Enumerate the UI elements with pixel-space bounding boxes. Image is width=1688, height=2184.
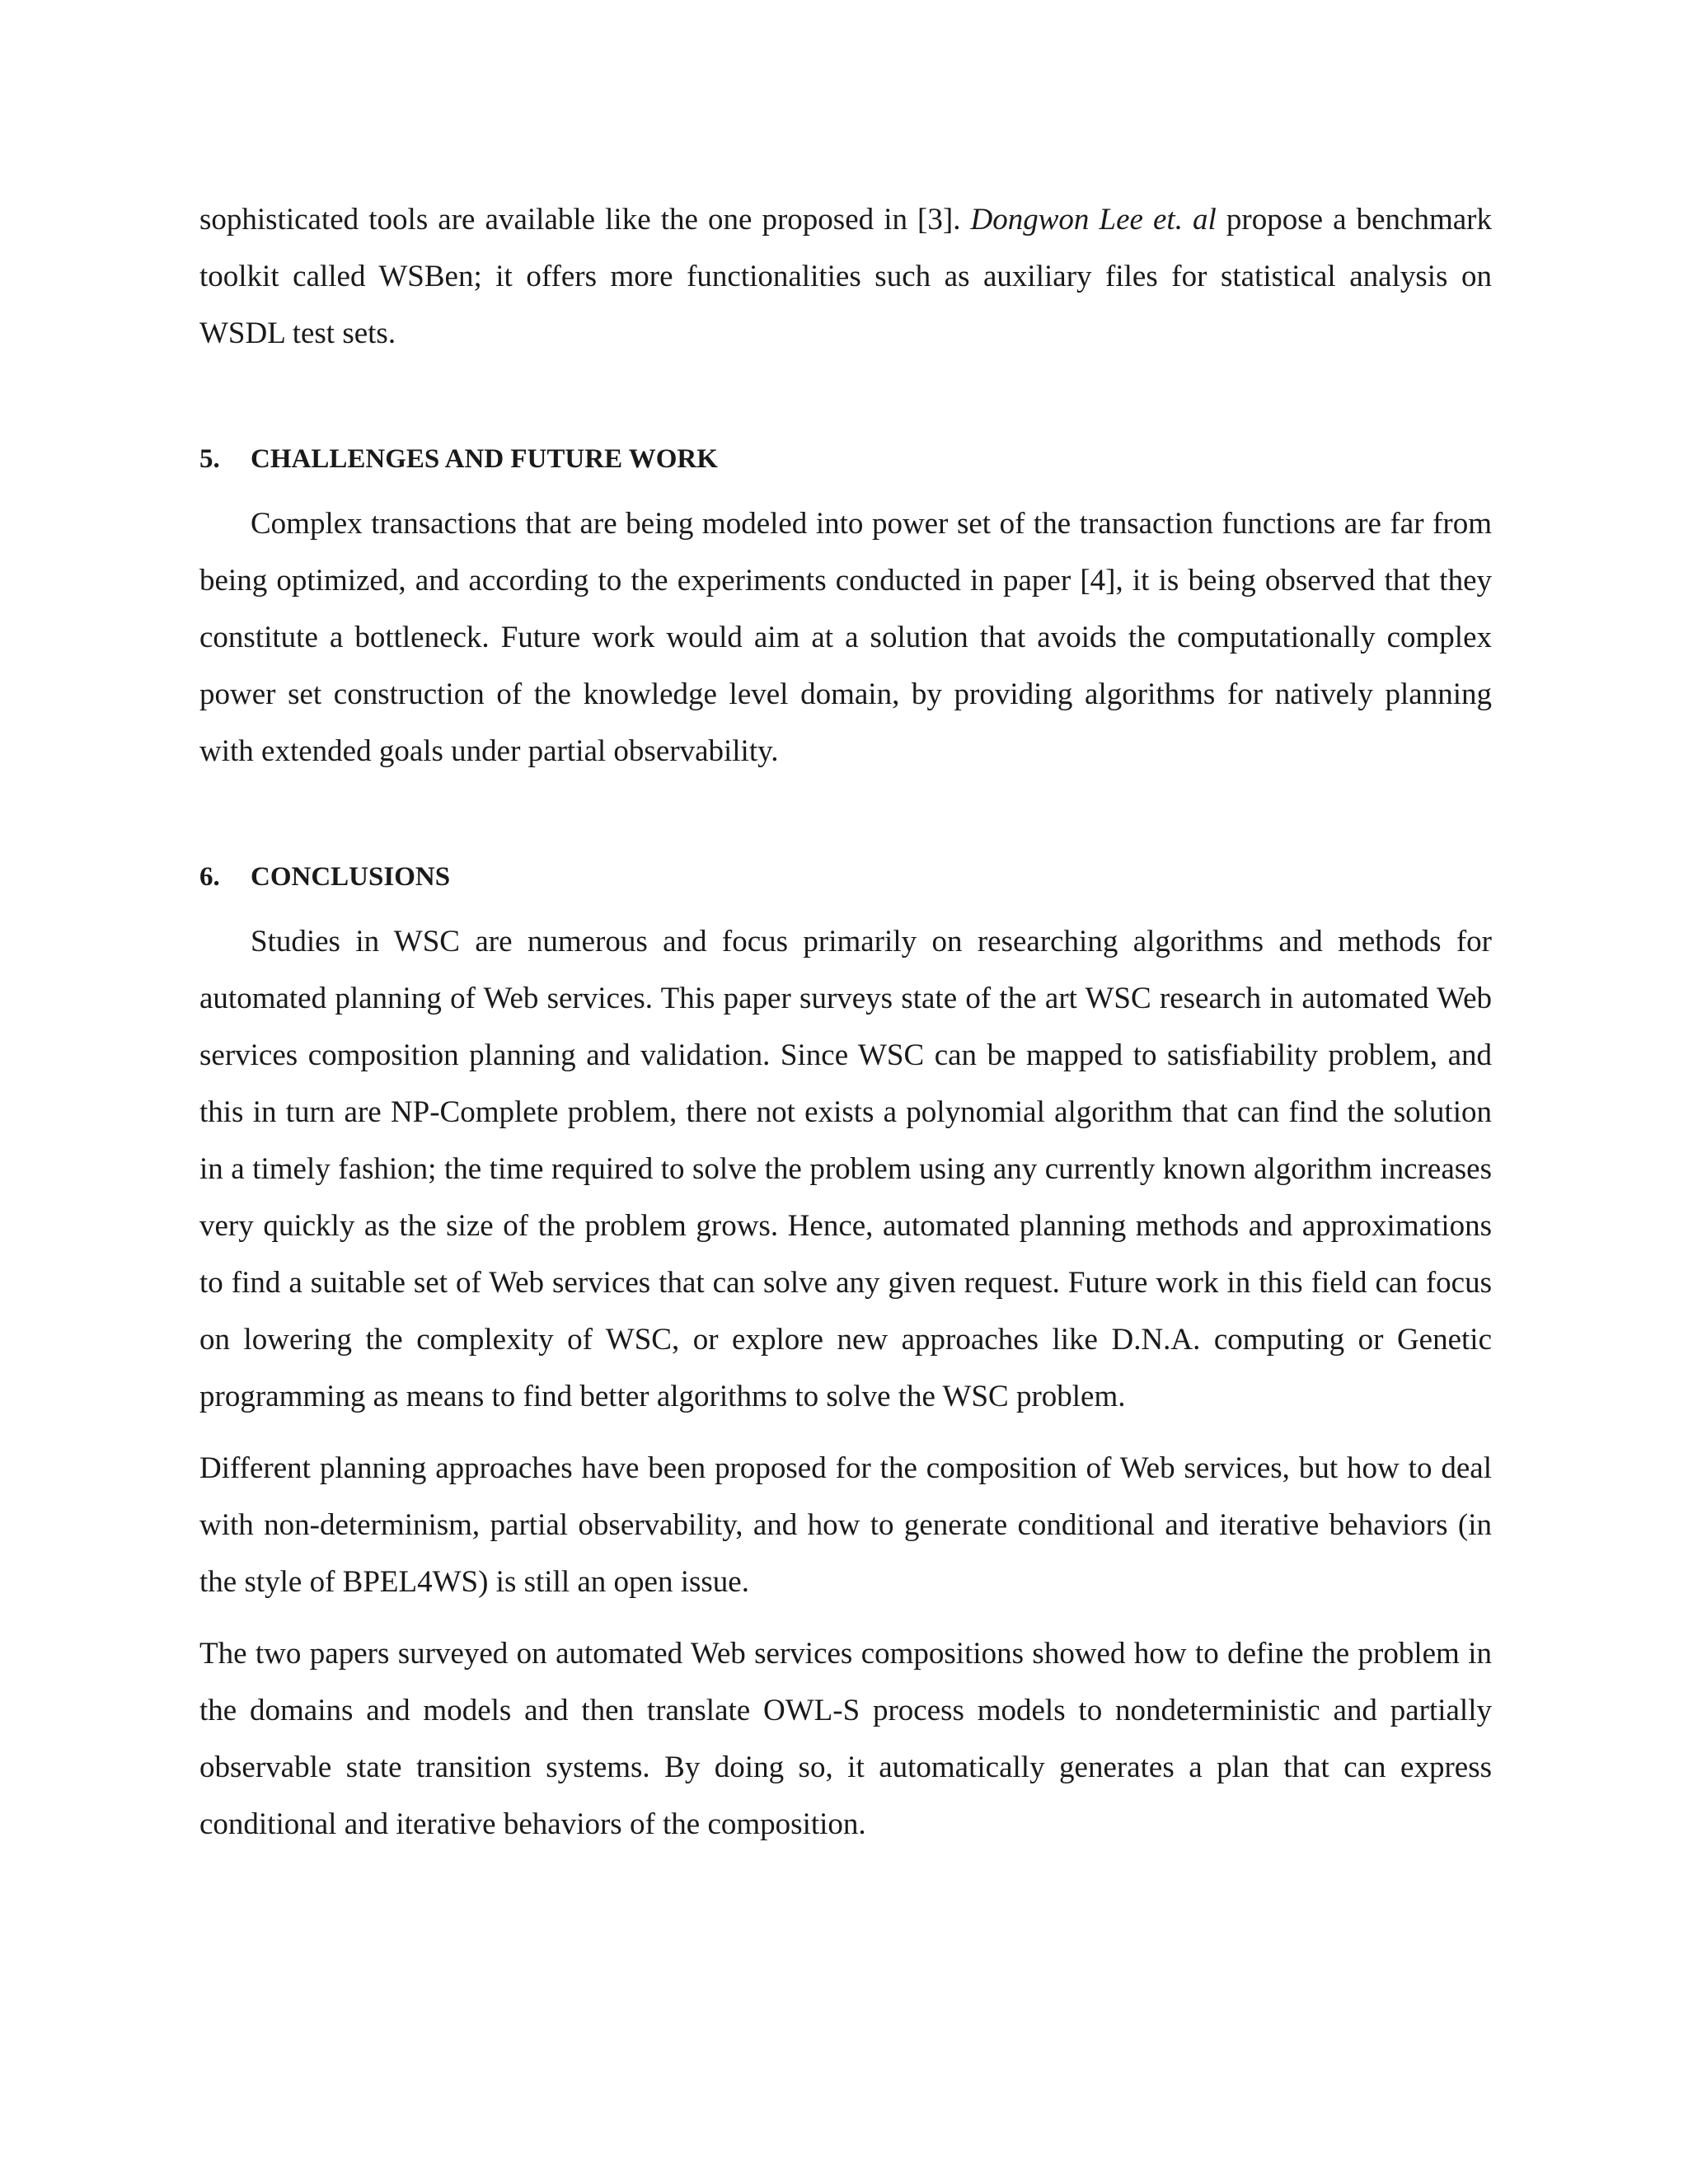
section-5-paragraph: Complex transactions that are being modeled into power set of the transaction functions are far from being optimized, and according to the experiments conducted in paper [4], it is being observed that they constitute a bottleneck. Future work would aim at a solution that avoids the computationally complex power set construction of the knowledge level domain, by providing algorithms for natively planning with extended goals under partial observability. [199,507,1492,768]
intro-text-end: propose a benchmark toolkit called WSBen; it offers more functionalities such as auxiliary files for statistical analysis on WSDL test sets. [199,203,1492,350]
intro-text-start: sophisticated tools are available like the one proposed in [3]. [199,203,971,237]
section-6-paragraph-3: The two papers surveyed on automated Web services compositions showed how to define the problem in the domains and models and then translate OWL-S process models to nondeterministic and partially observable state transition systems. By doing so, it automatically generates a plan that can express conditional and iterative behaviors of the composition. [199,1637,1492,1841]
intro-author-citation: Dongwon Lee et. al [970,203,1217,237]
section-5-number: 5. [199,444,220,474]
intro-paragraph [199,191,1492,362]
section-6-paragraph-2: Different planning approaches have been proposed for the composition of Web services, but how to deal with non-determinism, partial observability, and how to generate conditional and iterative behaviors (in the style of BPEL4WS) is still an open issue. [199,1451,1492,1599]
section-6-heading [199,860,1492,893]
section-5-heading [199,443,1492,476]
section-6-title: CONCLUSIONS [251,862,451,892]
section-5-title: CHALLENGES AND FUTURE WORK [251,444,718,474]
section-6-paragraph-1: Studies in WSC are numerous and focus primarily on researching algorithms and methods for automated planning of Web services. This paper surveys state of the art WSC research in automated Web services composition planning and validation. Since WSC can be mapped to satisfiability problem, and this in turn are NP-Complete problem, there not exists a polynomial algorithm that can find the solution in a timely fashion; the time required to solve the problem using any currently known algorithm increases very quickly as the size of the problem grows. Hence, automated planning methods and approximations to find a suitable set of Web services that can solve any given request. Future work in this field can focus on lowering the complexity of WSC, or explore new approaches like D.N.A. computing or Genetic programming as means to find better algorithms to solve the WSC problem. [199,925,1492,1413]
section-6-number: 6. [199,862,220,892]
page-body [199,191,1492,1853]
